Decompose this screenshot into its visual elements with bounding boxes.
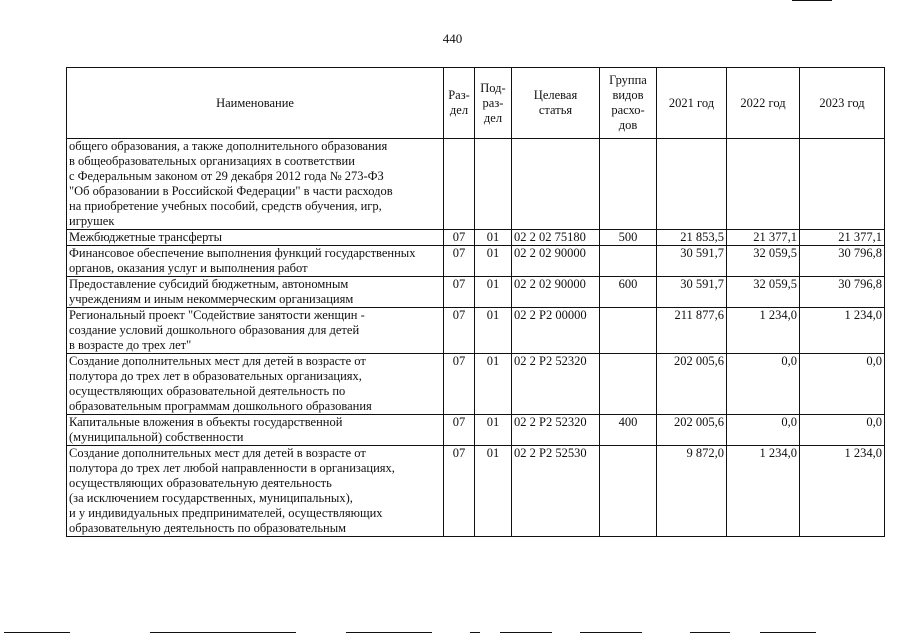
cell-2022: 1 234,0 xyxy=(727,308,800,354)
cell-target xyxy=(512,139,600,230)
cell-group xyxy=(600,246,657,277)
cell-name: Создание дополнительных мест для детей в возрасте от полутора до трех лет любой направленности в организациях, осуществляющих образовательную деятельность (за исключением государственных, муниципальных), и у индивидуальных предпринимателей, осуществляющих образовательную деятельность по образовательным xyxy=(67,446,444,537)
cell-2023: 30 796,8 xyxy=(800,277,885,308)
cell-section: 07 xyxy=(444,308,475,354)
cell-name: Финансовое обеспечение выполнения функций государственных органов, оказания услуг и выполнения работ xyxy=(67,246,444,277)
table-row xyxy=(67,354,885,415)
cell-target: 02 2 02 90000 xyxy=(512,277,600,308)
cell-2023: 0,0 xyxy=(800,415,885,446)
cell-section: 07 xyxy=(444,354,475,415)
cell-2023: 30 796,8 xyxy=(800,246,885,277)
table-row xyxy=(67,277,885,308)
cell-2023: 1 234,0 xyxy=(800,446,885,537)
cell-subsection xyxy=(475,139,512,230)
cell-target: 02 2 P2 52530 xyxy=(512,446,600,537)
table-row xyxy=(67,415,885,446)
footer-rules xyxy=(0,632,905,634)
cell-target: 02 2 P2 52320 xyxy=(512,354,600,415)
table-row xyxy=(67,308,885,354)
cell-2023: 21 377,1 xyxy=(800,230,885,246)
header-row xyxy=(67,68,885,139)
table-row xyxy=(67,446,885,537)
cell-2022: 21 377,1 xyxy=(727,230,800,246)
cell-2022: 32 059,5 xyxy=(727,277,800,308)
top-rule xyxy=(792,0,832,1)
cell-2021: 9 872,0 xyxy=(657,446,727,537)
cell-group xyxy=(600,446,657,537)
budget-table xyxy=(66,67,885,537)
cell-2022: 0,0 xyxy=(727,415,800,446)
cell-group: 400 xyxy=(600,415,657,446)
cell-target: 02 2 P2 52320 xyxy=(512,415,600,446)
cell-2021: 211 877,6 xyxy=(657,308,727,354)
cell-2023: 0,0 xyxy=(800,354,885,415)
cell-2021: 202 005,6 xyxy=(657,354,727,415)
col-group-header: Группа видов расхо- дов xyxy=(600,68,657,139)
cell-2021: 30 591,7 xyxy=(657,246,727,277)
cell-name: Создание дополнительных мест для детей в возрасте от полутора до трех лет в образовательных организациях, осуществляющих образовательной деятельность по образовательным программам дошкольного образования xyxy=(67,354,444,415)
cell-group xyxy=(600,354,657,415)
table-row xyxy=(67,230,885,246)
cell-subsection: 01 xyxy=(475,230,512,246)
cell-2022 xyxy=(727,139,800,230)
cell-subsection: 01 xyxy=(475,277,512,308)
cell-name: Межбюджетные трансферты xyxy=(67,230,444,246)
cell-group xyxy=(600,139,657,230)
cell-2021 xyxy=(657,139,727,230)
cell-section: 07 xyxy=(444,246,475,277)
col-subsection-header: Под- раз- дел xyxy=(475,68,512,139)
cell-subsection: 01 xyxy=(475,308,512,354)
table-row xyxy=(67,139,885,230)
col-name-header: Наименование xyxy=(67,68,444,139)
cell-section: 07 xyxy=(444,446,475,537)
cell-2021: 202 005,6 xyxy=(657,415,727,446)
cell-target: 02 2 02 75180 xyxy=(512,230,600,246)
cell-target: 02 2 02 90000 xyxy=(512,246,600,277)
cell-subsection: 01 xyxy=(475,415,512,446)
cell-subsection: 01 xyxy=(475,246,512,277)
cell-name: Региональный проект "Содействие занятости женщин - создание условий дошкольного образования для детей в возрасте до трех лет" xyxy=(67,308,444,354)
cell-name: Предоставление субсидий бюджетным, автономным учреждениям и иным некоммерческим организациям xyxy=(67,277,444,308)
col-target-header: Целевая статья xyxy=(512,68,600,139)
cell-group: 600 xyxy=(600,277,657,308)
cell-2022: 1 234,0 xyxy=(727,446,800,537)
col-2022-header: 2022 год xyxy=(727,68,800,139)
table-row xyxy=(67,246,885,277)
cell-subsection: 01 xyxy=(475,354,512,415)
cell-section: 07 xyxy=(444,277,475,308)
cell-section: 07 xyxy=(444,230,475,246)
cell-2023: 1 234,0 xyxy=(800,308,885,354)
cell-2021: 30 591,7 xyxy=(657,277,727,308)
cell-2021: 21 853,5 xyxy=(657,230,727,246)
cell-section xyxy=(444,139,475,230)
col-2021-header: 2021 год xyxy=(657,68,727,139)
cell-group: 500 xyxy=(600,230,657,246)
page-number: 440 xyxy=(442,31,463,46)
cell-section: 07 xyxy=(444,415,475,446)
cell-target: 02 2 P2 00000 xyxy=(512,308,600,354)
cell-name: общего образования, а также дополнительного образования в общеобразовательных организациях в соответствии с Федеральным законом от 29 декабря 2012 года № 273-ФЗ "Об образовании в Российской Федерации" в части расходов на приобретение учебных пособий, средств обучения, игр, игрушек xyxy=(67,139,444,230)
cell-name: Капитальные вложения в объекты государственной (муниципальной) собственности xyxy=(67,415,444,446)
col-2023-header: 2023 год xyxy=(800,68,885,139)
cell-2022: 0,0 xyxy=(727,354,800,415)
cell-2023 xyxy=(800,139,885,230)
cell-group xyxy=(600,308,657,354)
col-section-header: Раз- дел xyxy=(444,68,475,139)
cell-subsection: 01 xyxy=(475,446,512,537)
cell-2022: 32 059,5 xyxy=(727,246,800,277)
